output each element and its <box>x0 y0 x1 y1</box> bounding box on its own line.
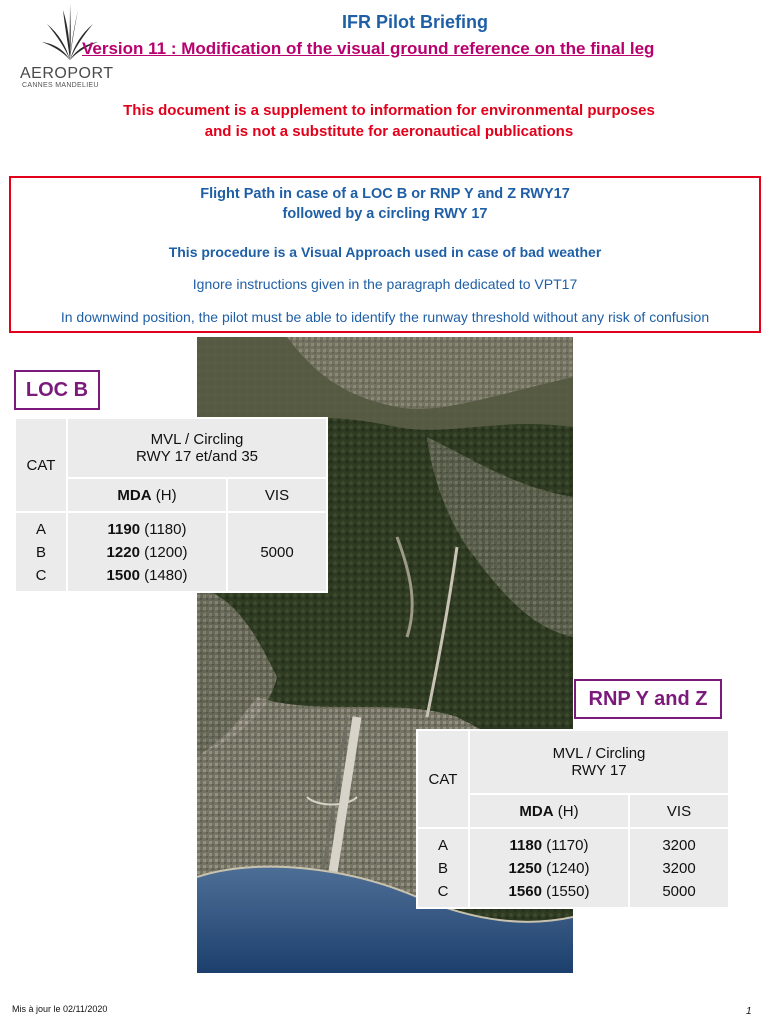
notice-box <box>9 176 761 333</box>
loc-b-vis-value: 5000 <box>227 512 327 592</box>
rnp-mda-unit: (H) <box>557 802 579 820</box>
rnp-mda-a: 1180 <box>509 836 543 854</box>
loc-b-height-c: (1480) <box>144 566 188 584</box>
rnp-cat-c: C <box>437 882 449 900</box>
version-subtitle: Version 11 : Modification of the visual ground reference on the final leg <box>82 39 655 58</box>
loc-b-mda-row-c <box>68 564 226 587</box>
rnp-cat-column <box>417 828 469 908</box>
loc-b-mvl-header-line-2: RWY 17 et/and 35 <box>135 448 259 465</box>
rnp-cat-header: CAT <box>417 730 469 828</box>
rnp-mda-c: 1560 <box>508 882 542 900</box>
rnp-height-c: (1550) <box>546 882 590 900</box>
rnp-mda-label: MDA <box>519 802 554 820</box>
updated-date: Mis à jour le 02/11/2020 <box>12 1004 108 1014</box>
rnp-cat-a: A <box>437 836 448 854</box>
disclaimer <box>0 100 768 142</box>
loc-b-vis-header: VIS <box>227 478 327 512</box>
rnp-minima-table <box>416 729 730 909</box>
loc-b-height-b: (1200) <box>144 543 188 561</box>
notice-downwind: In downwind position, the pilot must be able to identify the runway threshold without any risk of confusion <box>60 309 710 325</box>
loc-b-mvl-header <box>67 418 327 478</box>
rnp-label: RNP Y and Z <box>574 679 722 719</box>
rnp-height-b: (1240) <box>546 859 590 877</box>
loc-b-height-a: (1180) <box>144 520 187 538</box>
logo-wordmark: AEROPORT <box>20 65 114 82</box>
rnp-mda-b: 1250 <box>508 859 542 877</box>
rnp-cat-b: B <box>437 859 448 877</box>
loc-b-mda-c: 1500 <box>106 566 140 584</box>
rnp-vis-column <box>629 828 729 908</box>
notice-title-line-2: followed by a circling RWY 17 <box>282 206 488 222</box>
rnp-mvl-header-line-2: RWY 17 <box>571 762 627 779</box>
disclaimer-line-2: and is not a substitute for aeronautical publications <box>204 123 574 140</box>
loc-b-mda-label: MDA <box>117 486 152 504</box>
rnp-vis-header: VIS <box>629 794 729 828</box>
rnp-mvl-header <box>469 730 729 794</box>
loc-b-label: LOC B <box>14 370 100 410</box>
notice-title-line-1: Flight Path in case of a LOC B or RNP Y and Z RWY17 <box>200 186 570 202</box>
loc-b-cat-header: CAT <box>15 418 67 512</box>
loc-b-cat-column <box>15 512 67 592</box>
loc-b-cat-a: A <box>35 520 46 538</box>
loc-b-mda-a: 1190 <box>107 520 141 538</box>
rnp-vis-a: 3200 <box>662 836 696 854</box>
rnp-mda-column <box>469 828 629 908</box>
notice-ignore: Ignore instructions given in the paragraph dedicated to VPT17 <box>192 276 578 292</box>
loc-b-mda-row-a <box>68 518 226 541</box>
loc-b-mda-header <box>67 478 227 512</box>
loc-b-mda-row-b <box>68 541 226 564</box>
notice-title <box>11 184 759 224</box>
rnp-mda-header <box>469 794 629 828</box>
disclaimer-line-1: This document is a supplement to information for environmental purposes <box>123 102 655 119</box>
loc-b-mda-b: 1220 <box>106 543 140 561</box>
rnp-mda-row-b <box>470 857 628 880</box>
page-title: IFR Pilot Briefing <box>342 12 488 32</box>
rnp-vis-c: 5000 <box>662 882 696 900</box>
loc-b-cat-c: C <box>35 566 47 584</box>
rnp-height-a: (1170) <box>546 836 589 854</box>
notice-procedure: This procedure is a Visual Approach used in case of bad weather <box>168 244 602 260</box>
rnp-mda-row-c <box>470 880 628 903</box>
rnp-mda-row-a <box>470 834 628 857</box>
rnp-mvl-header-line-1: MVL / Circling <box>552 745 646 762</box>
loc-b-mda-unit: (H) <box>155 486 177 504</box>
page-number: 1 <box>746 1006 752 1017</box>
loc-b-cat-b: B <box>35 543 46 561</box>
loc-b-mvl-header-line-1: MVL / Circling <box>150 431 244 448</box>
loc-b-minima-table <box>14 417 328 593</box>
rnp-vis-b: 3200 <box>662 859 696 877</box>
loc-b-mda-column <box>67 512 227 592</box>
logo-subtext: CANNES MANDELIEU <box>22 82 99 89</box>
